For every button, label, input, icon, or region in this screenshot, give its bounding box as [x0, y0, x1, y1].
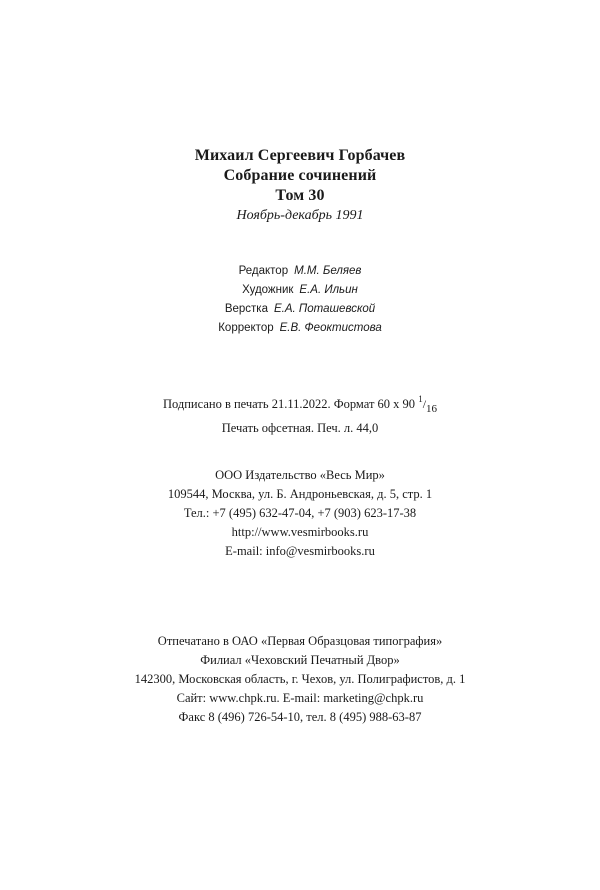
publisher-email: E-mail: info@vesmirbooks.ru: [225, 544, 375, 558]
publisher-address: 109544, Москва, ул. Б. Андроньевская, д. 5, стр. 1: [167, 487, 433, 501]
series-title: Собрание сочинений: [223, 167, 377, 184]
credits-block: [0, 262, 600, 338]
printer-line-2: Филиал «Чеховский Печатный Двор»: [200, 653, 400, 667]
credit-role: Верстка: [224, 303, 268, 315]
signed-to-print-text: Подписано в печать 21.11.2022. Формат 60 х 90: [162, 397, 416, 411]
credit-layout: [0, 300, 600, 319]
print-info-block: [0, 390, 600, 438]
publisher-name: ООО Издательство «Весь Мир»: [215, 468, 385, 482]
credit-name: Е.А. Ильин: [299, 284, 358, 296]
printer-block: [0, 632, 600, 727]
volume-period: Ноябрь-декабрь 1991: [236, 208, 364, 223]
publisher-block: [0, 466, 600, 561]
format-fraction: $^1/_{16}$: [418, 394, 438, 415]
printer-line-4: Сайт: www.chpk.ru. E-mail: marketing@chpk.ru: [176, 691, 424, 705]
credit-name: М.М. Беляев: [294, 265, 362, 277]
fraction-numerator: 1: [418, 394, 423, 404]
credit-name: Е.В. Феоктистова: [279, 322, 382, 334]
volume-number: Том 30: [275, 187, 325, 204]
credit-role: Редактор: [238, 265, 289, 277]
signed-to-print: [0, 390, 600, 419]
author-name: Михаил Сергеевич Горбачев: [194, 147, 406, 164]
credit-name: Е.А. Поташевской: [274, 303, 376, 315]
publisher-website: http://www.vesmirbooks.ru: [231, 525, 369, 539]
printer-line-1: Отпечатано в ОАО «Первая Образцовая типография»: [157, 634, 443, 648]
fraction-denominator: 16: [426, 403, 438, 415]
credit-role: Художник: [242, 284, 294, 296]
credit-proofreader: [0, 319, 600, 338]
printer-line-5: Факс 8 (496) 726-54-10, тел. 8 (495) 988-63-87: [178, 710, 422, 724]
publisher-phone: Тел.: +7 (495) 632-47-04, +7 (903) 623-17-38: [183, 506, 417, 520]
credit-role: Корректор: [218, 322, 274, 334]
offset-print-info: Печать офсетная. Печ. л. 44,0: [221, 421, 379, 435]
printer-line-3: 142300, Московская область, г. Чехов, ул. Полиграфистов, д. 1: [134, 672, 466, 686]
credit-editor: [0, 262, 600, 281]
title-block: [0, 146, 600, 225]
credit-artist: [0, 281, 600, 300]
